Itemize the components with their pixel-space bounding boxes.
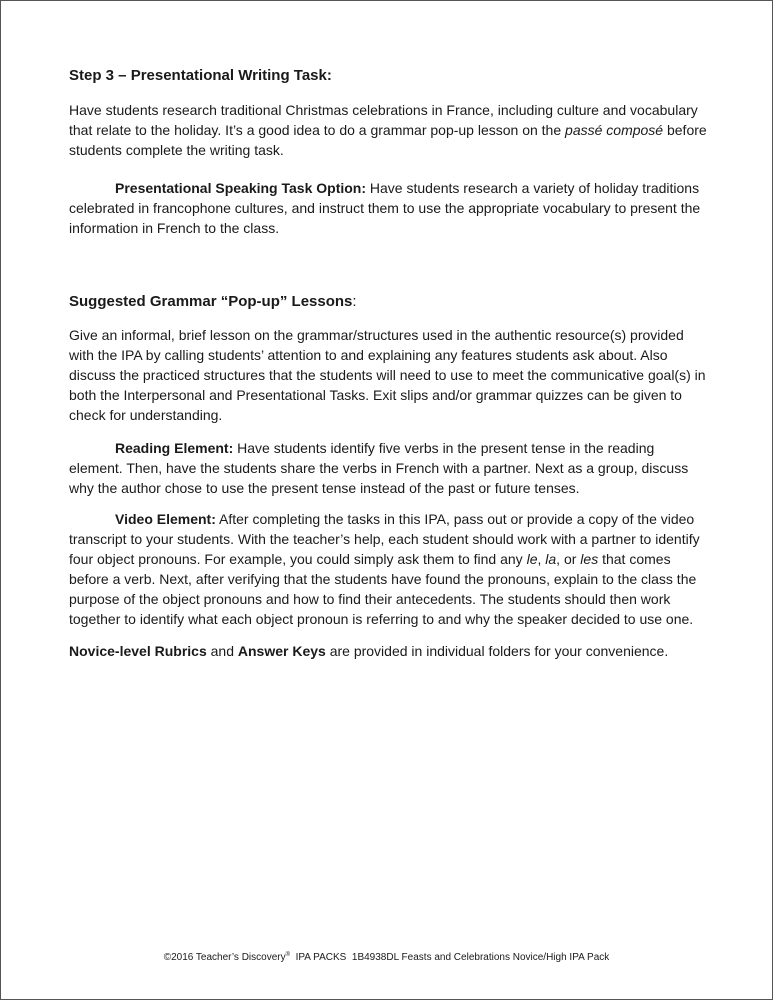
grammar-heading-text: Suggested Grammar “Pop-up” Lessons bbox=[69, 293, 353, 310]
footer-copyright: ©2016 Teacher’s Discovery bbox=[163, 952, 286, 963]
pronoun-la: la bbox=[545, 551, 557, 567]
pronoun-sep-2: , or bbox=[556, 551, 581, 567]
grammar-heading bbox=[69, 291, 709, 313]
step3-italic-term: passé composé bbox=[565, 122, 664, 138]
grammar-intro-paragraph: Give an informal, brief lesson on the grammar/structures used in the authentic resource(s) provided with the IPA by calling students’ attention to and explaining any features students ask about. Also discuss the practiced structures that the students will need to use to meet the communicative goal(s) in both the Interpersonal and Presentational Tasks. Exit slips and/or grammar quizzes can be given to check for understanding. bbox=[69, 327, 706, 423]
video-element-paragraph bbox=[69, 509, 709, 629]
page-footer bbox=[1, 951, 772, 965]
rubrics-label: Novice-level Rubrics bbox=[69, 643, 207, 659]
rubrics-text: are provided in individual folders for your convenience. bbox=[325, 643, 669, 659]
rubrics-paragraph bbox=[69, 641, 709, 661]
rubrics-and: and bbox=[206, 643, 238, 659]
registered-mark: ® bbox=[285, 952, 291, 958]
video-element-text-b: that comes before a verb. Next, after verifying that the students have found the pronouns, explain to the class the purpose of the object pronouns and how to find their antecedents. The students should then work together to identify what each object pronoun is referring to and why the speaker decided to use one. bbox=[69, 551, 697, 627]
reading-element-text: Have students identify five verbs in the present tense in the reading element. Then, have the students share the verbs in French with a partner. Next as a group, discuss why the author chose to use the present tense instead of the past or future tenses. bbox=[69, 440, 689, 496]
pronoun-sep-1: , bbox=[537, 551, 546, 567]
page-content bbox=[69, 65, 709, 661]
speaking-option-label: Presentational Speaking Task Option: bbox=[115, 180, 367, 196]
video-element-text-a: After completing the tasks in this IPA, pass out or provide a copy of the video transcript to your students. With the teacher’s help, each student should work with a partner to identify four object pronouns. For example, you could simply ask them to find any bbox=[69, 511, 700, 567]
pronoun-les: les bbox=[580, 551, 599, 567]
reading-element-label: Reading Element: bbox=[115, 440, 234, 456]
grammar-heading-colon: : bbox=[352, 293, 357, 310]
step3-text-a: Have students research traditional Christmas celebrations in France, including culture and vocabulary that relate to the holiday. It’s a good idea to do a grammar pop-up lesson on the bbox=[69, 102, 698, 138]
reading-element-paragraph bbox=[69, 438, 709, 498]
video-element-label: Video Element: bbox=[115, 511, 216, 527]
step3-heading: Step 3 – Presentational Writing Task: bbox=[69, 67, 332, 84]
answer-keys-label: Answer Keys bbox=[237, 643, 326, 659]
step3-text-b: before students complete the writing task. bbox=[69, 122, 707, 158]
pronoun-le: le bbox=[526, 551, 538, 567]
footer-product: IPA PACKS 1B4938DL Feasts and Celebrations Novice/High IPA Pack bbox=[290, 952, 610, 963]
step3-paragraph bbox=[69, 100, 709, 160]
speaking-option-paragraph bbox=[69, 178, 709, 238]
speaking-option-text: Have students research a variety of holiday traditions celebrated in francophone cultures, and instruct them to use the appropriate vocabulary to present the information in French to the class. bbox=[69, 180, 701, 236]
